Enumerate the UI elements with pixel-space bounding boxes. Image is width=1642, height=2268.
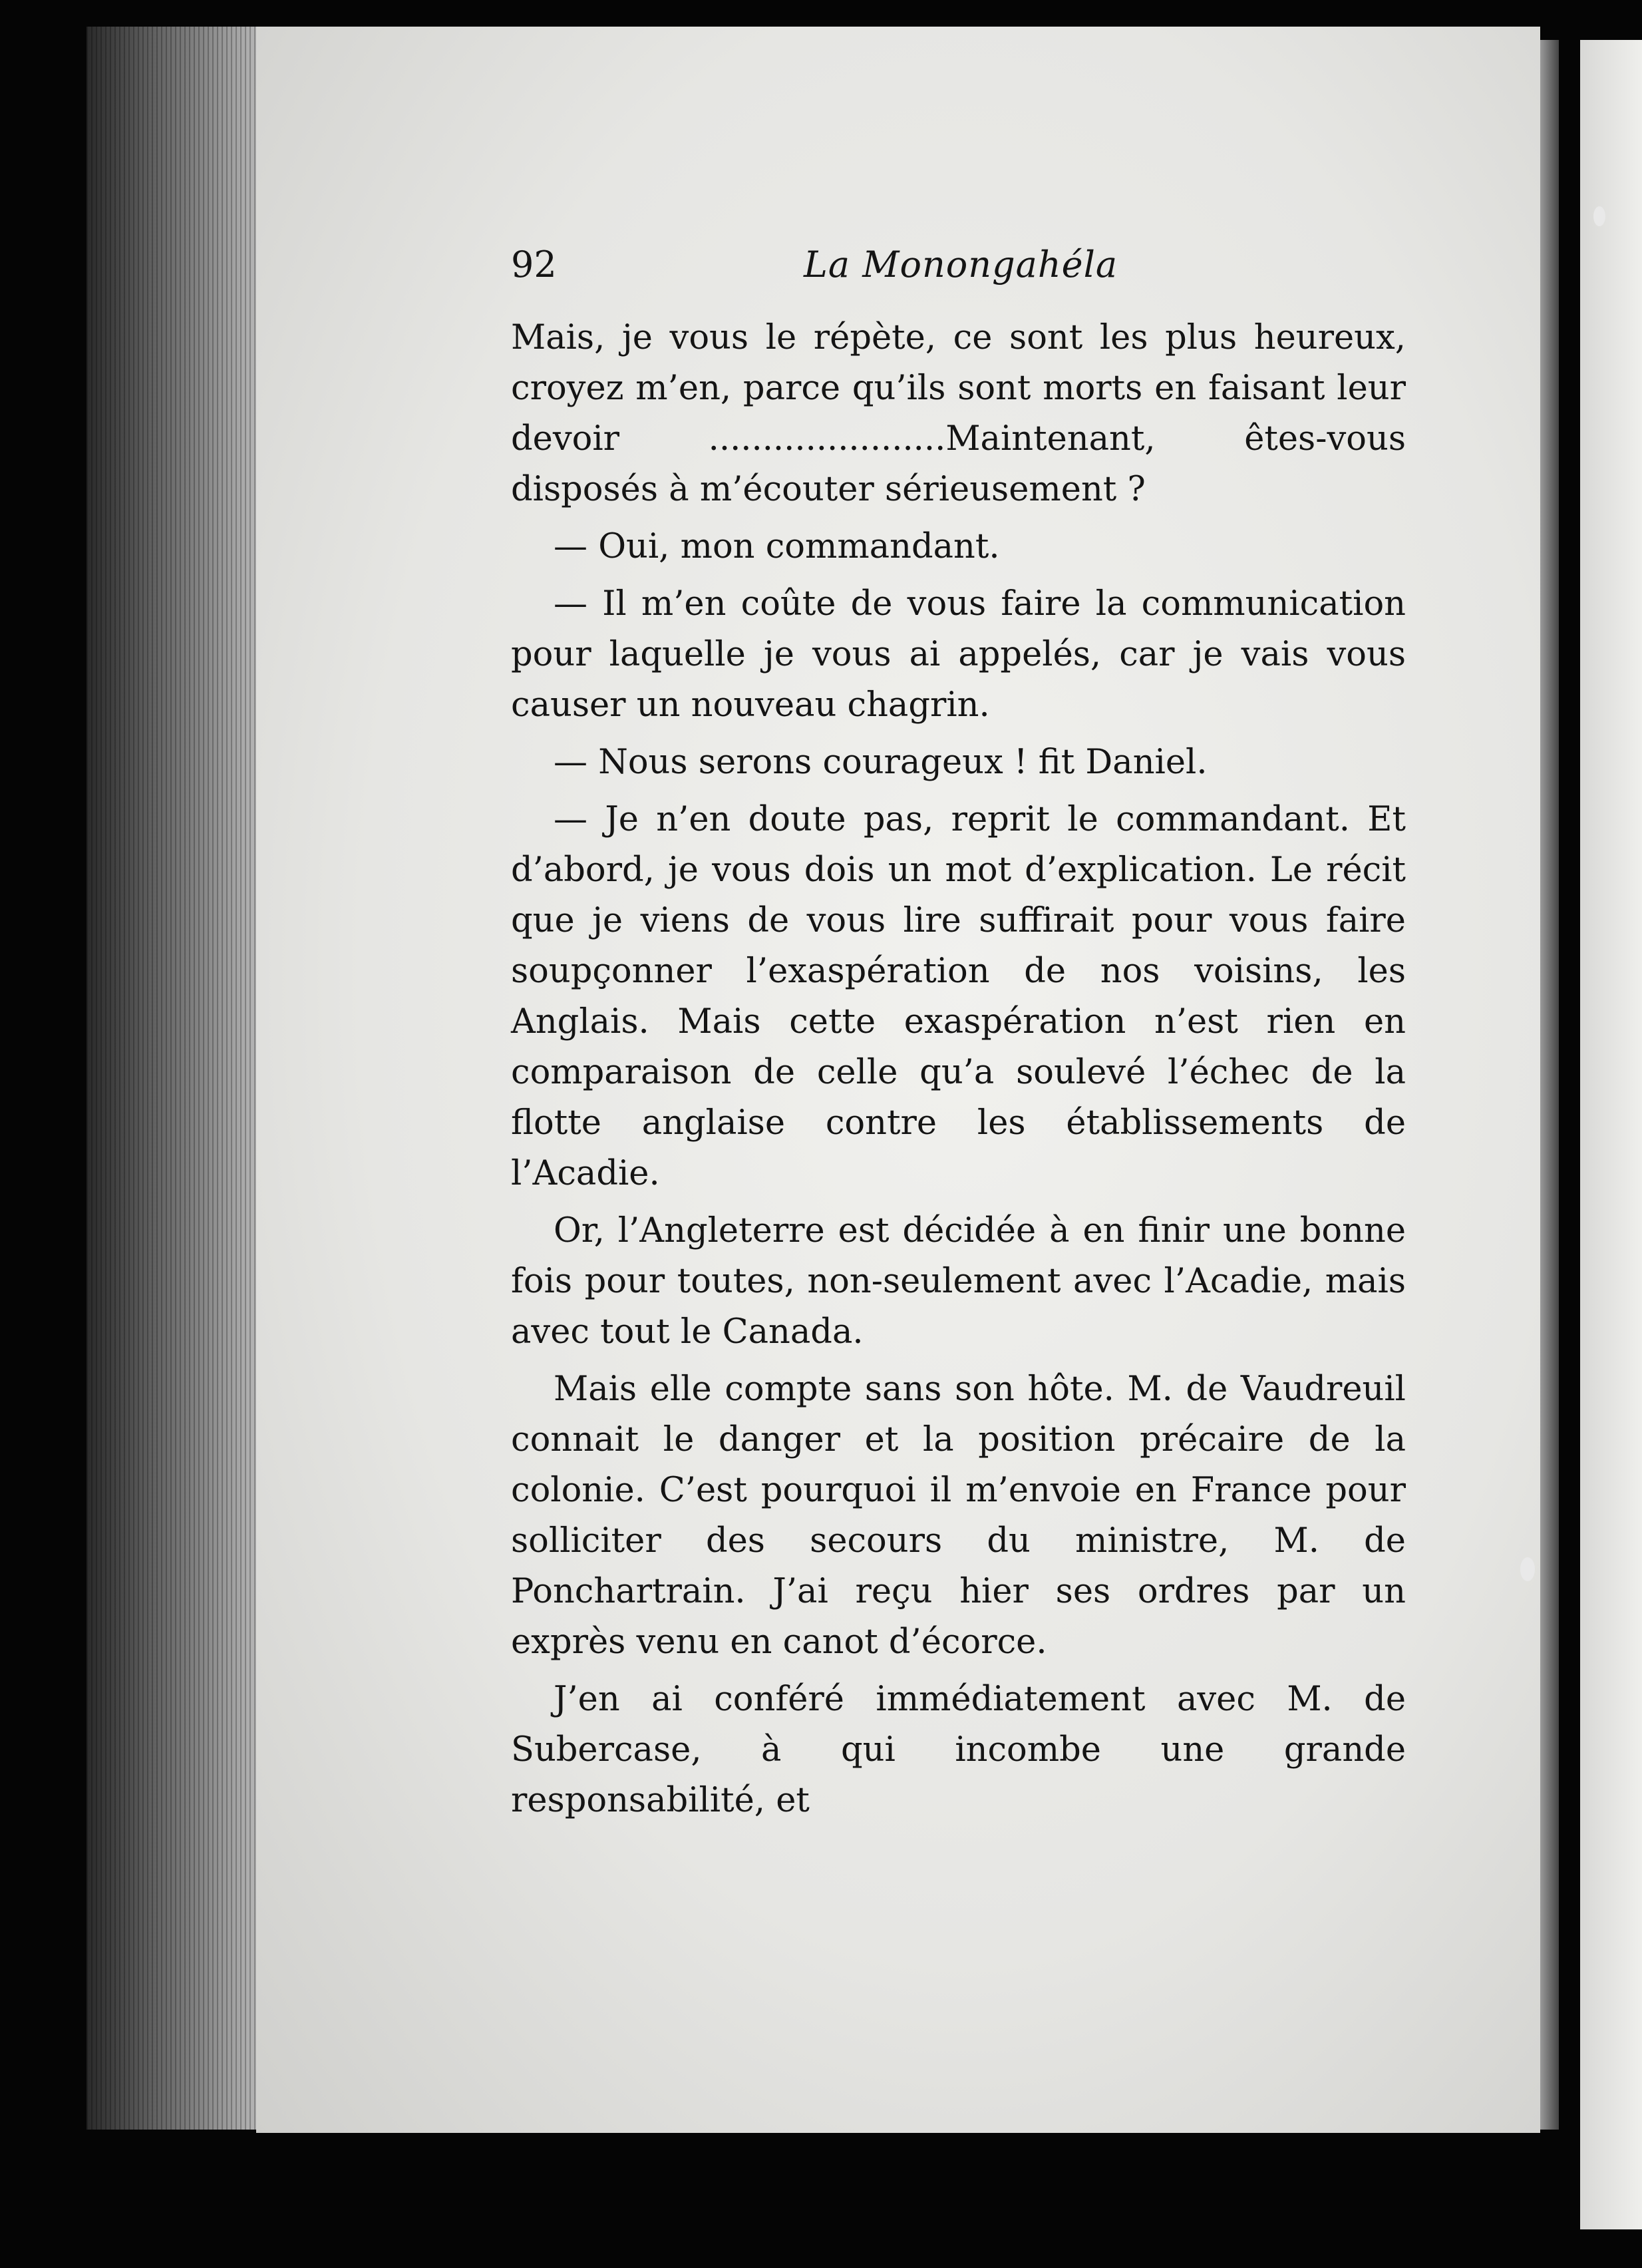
- running-title: La Monongahéla: [804, 244, 1118, 285]
- page-block-edges: [86, 27, 259, 2130]
- page-gutter-shadow: [1540, 40, 1559, 2130]
- paragraph: — Oui, mon commandant.: [554, 527, 1000, 566]
- paper-speck: [1593, 206, 1605, 226]
- page-text: [511, 240, 1406, 1833]
- paragraph: Mais elle compte sans son hôte. M. de Vaudreuil connait le danger et la position précaire de la colonie. C’est pourquoi il m’envoie en France pour solliciter des secours du ministre, M. de Ponchartrain. J’ai reçu hier ses ordres par un exprès venu en canot d’écorce.: [511, 1370, 1406, 1662]
- page-header: [511, 240, 1406, 313]
- paragraph: Or, l’Angleterre est décidée à en finir une bonne fois pour toutes, non-seulement avec l’Acadie, mais avec tout le Canada.: [511, 1211, 1406, 1352]
- paragraph: — Je n’en doute pas, reprit le commandant. Et d’abord, je vous dois un mot d’explication. Le récit que je viens de vous lire suffirait pour vous faire soupçonner l’exaspération de nos voisins, les Anglais. Mais cette exaspération n’est rien en comparaison de celle qu’a soulevé l’échec de la flotte anglaise contre les établissements de l’Acadie.: [511, 800, 1406, 1193]
- paragraph: — Il m’en coûte de vous faire la communication pour laquelle je vous ai appelés, car je vais vous causer un nouveau chagrin.: [511, 584, 1406, 725]
- paragraph: Mais, je vous le répète, ce sont les plus heureux, croyez m’en, parce qu’ils sont morts en faisant leur devoir ......................Maintenant, êtes-vous disposés à m’écouter sérieusement ?: [511, 318, 1406, 509]
- paper-speck: [1520, 1557, 1535, 1581]
- page-number: 92: [511, 244, 557, 285]
- paragraph: — Nous serons courageux ! fit Daniel.: [554, 743, 1208, 782]
- paragraph: J’en ai conféré immédiatement avec M. de Subercase, à qui incombe une grande responsabilité, et: [511, 1680, 1406, 1820]
- facing-page-edge: [1580, 40, 1642, 2229]
